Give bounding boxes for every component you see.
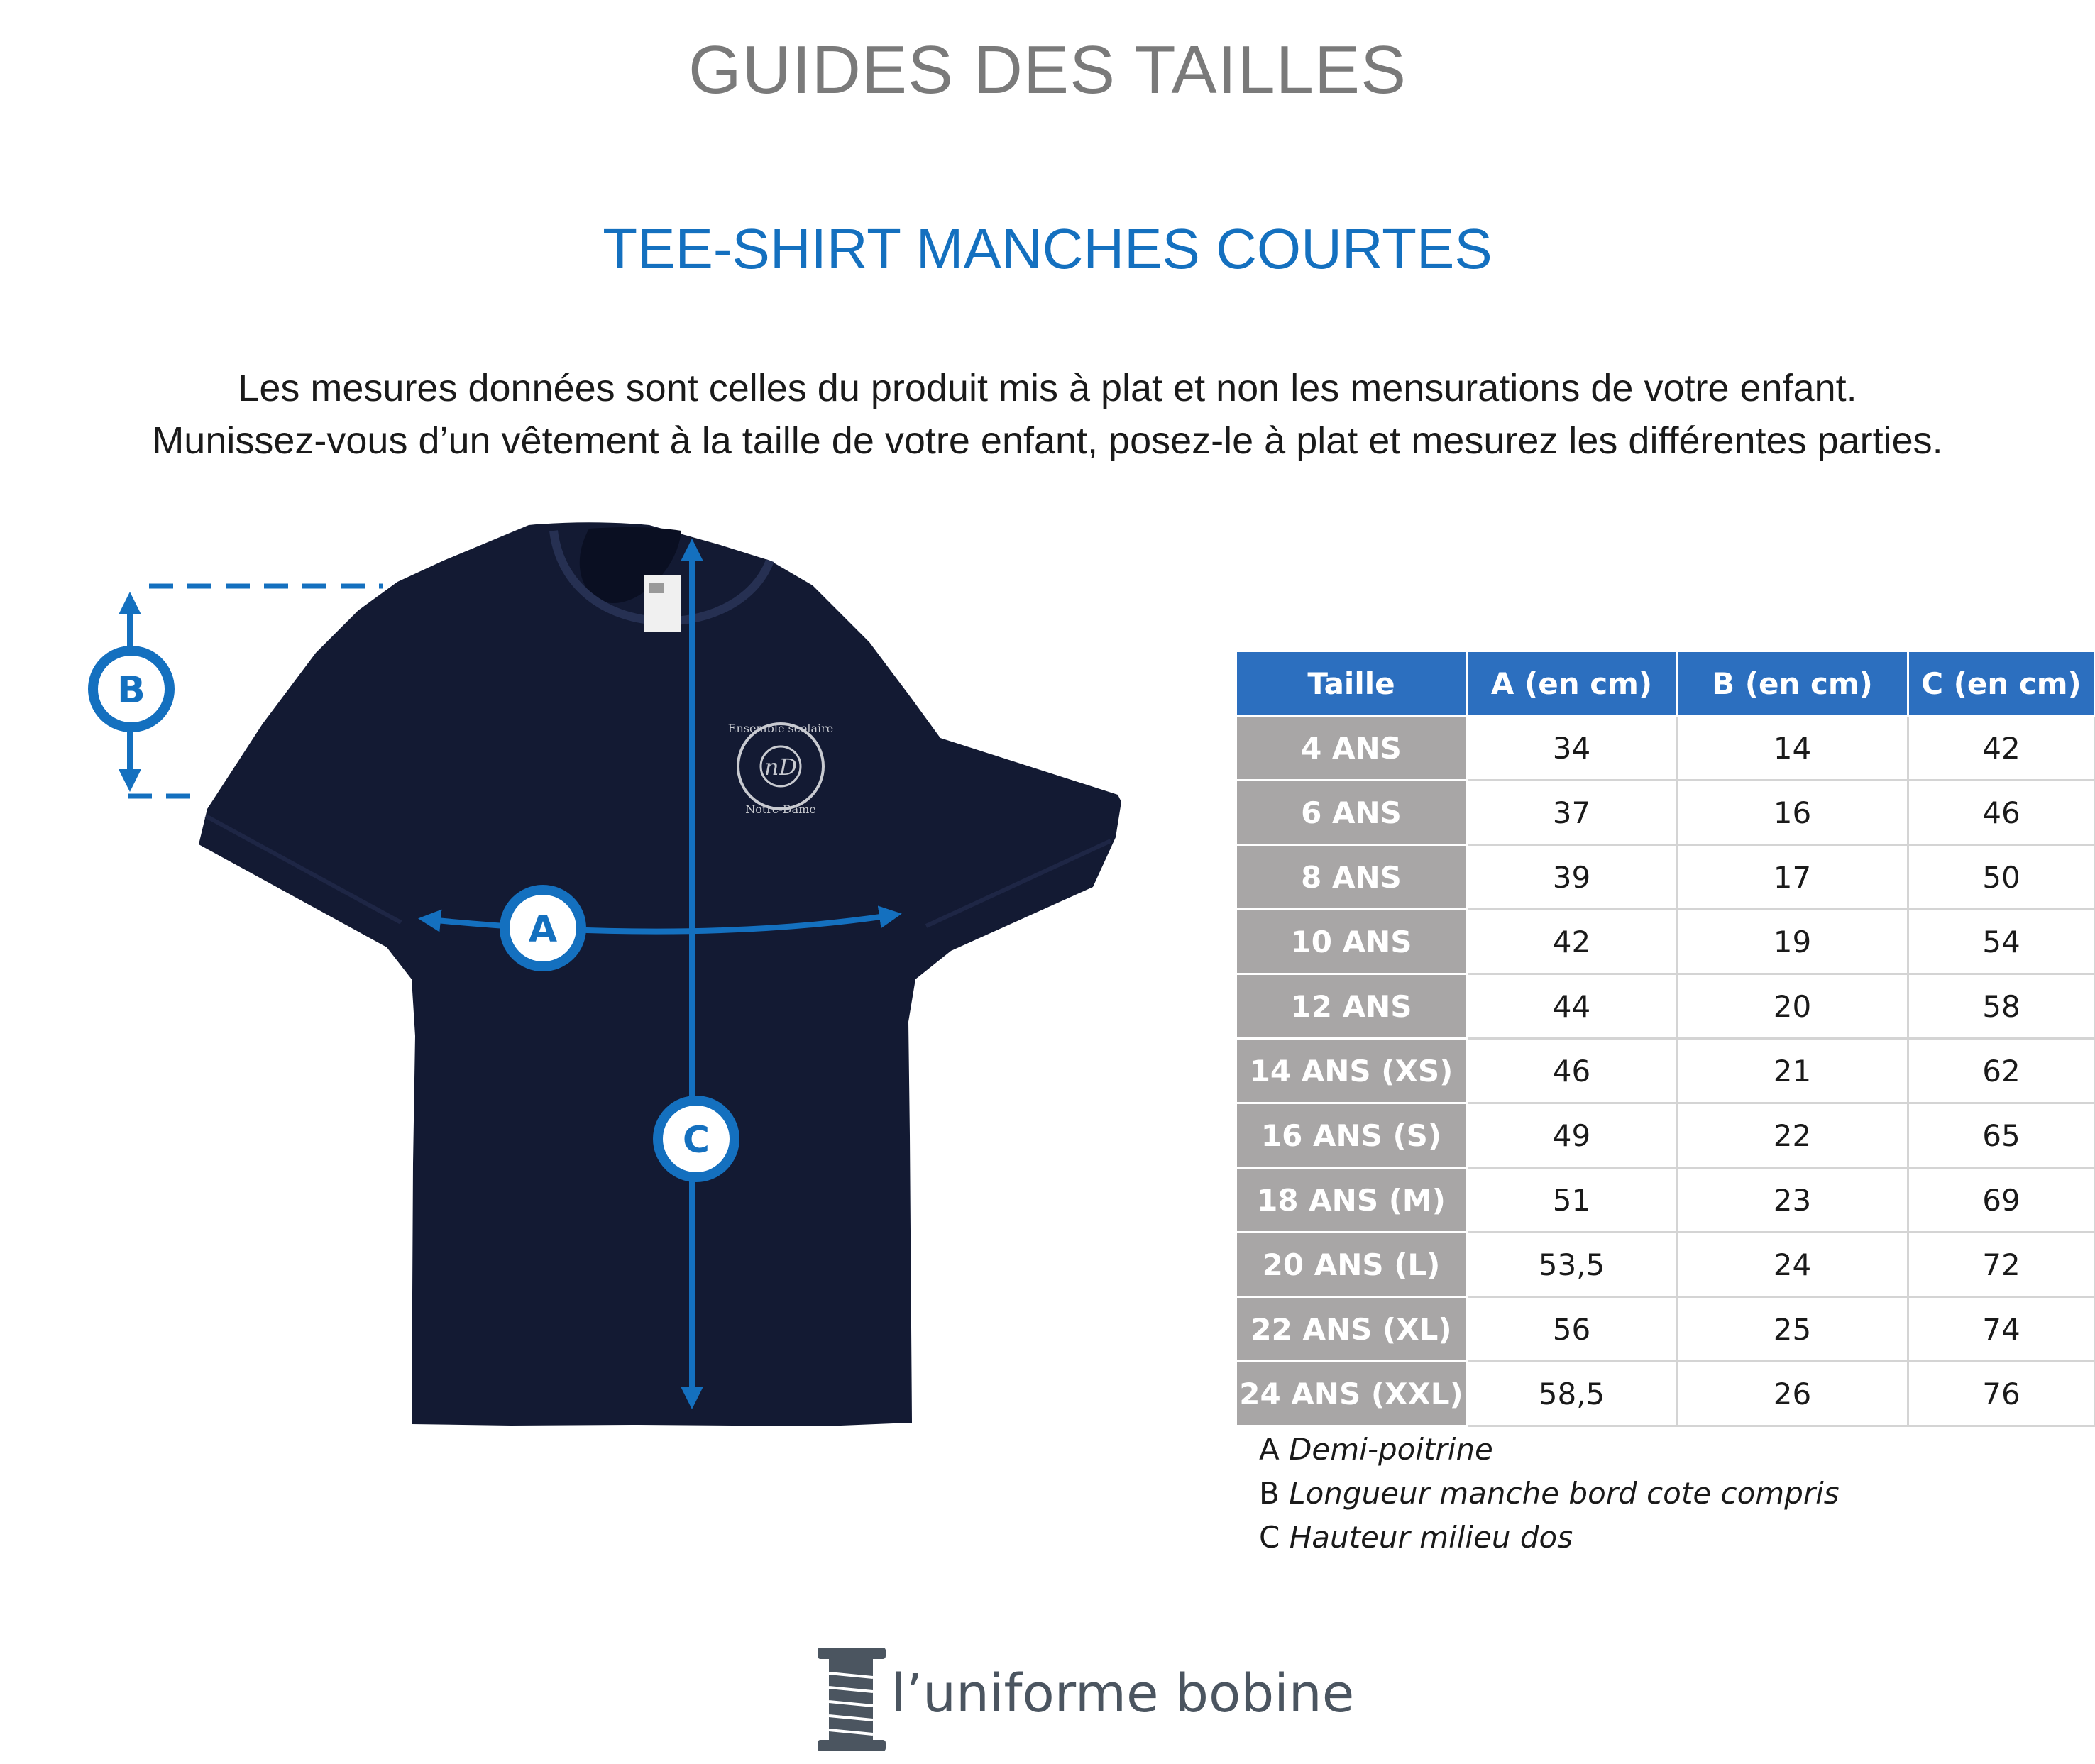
value-a-cell: 39 xyxy=(1467,845,1677,910)
value-c-cell: 65 xyxy=(1908,1103,2095,1168)
value-a-cell: 37 xyxy=(1467,781,1677,845)
size-cell: 24 ANS (XXL) xyxy=(1236,1362,1467,1426)
intro-text xyxy=(0,362,2095,467)
value-a-cell: 58,5 xyxy=(1467,1362,1677,1426)
value-b-cell: 22 xyxy=(1677,1103,1908,1168)
value-a-cell: 42 xyxy=(1467,910,1677,974)
legend-key: B xyxy=(1259,1476,1280,1511)
table-row xyxy=(1236,1039,2095,1103)
size-cell: 20 ANS (L) xyxy=(1236,1233,1467,1297)
value-c-cell: 62 xyxy=(1908,1039,2095,1103)
size-cell: 16 ANS (S) xyxy=(1236,1103,1467,1168)
value-b-cell: 21 xyxy=(1677,1039,1908,1103)
product-title: TEE-SHIRT MANCHES COURTES xyxy=(603,217,1492,280)
value-b-cell: 19 xyxy=(1677,910,1908,974)
marker-b: B xyxy=(117,669,145,712)
table-row xyxy=(1236,1362,2095,1426)
tshirt-image xyxy=(199,522,1121,1426)
value-c-cell: 42 xyxy=(1908,716,2095,781)
header-b: B (en cm) xyxy=(1677,651,1908,716)
value-a-cell: 56 xyxy=(1467,1297,1677,1362)
legend-item-b xyxy=(1259,1472,1840,1516)
table-row xyxy=(1236,1233,2095,1297)
measurement-legend xyxy=(1259,1428,1840,1560)
value-a-cell: 46 xyxy=(1467,1039,1677,1103)
header-c: C (en cm) xyxy=(1908,651,2095,716)
size-cell: 6 ANS xyxy=(1236,781,1467,845)
value-c-cell: 50 xyxy=(1908,845,2095,910)
value-b-cell: 24 xyxy=(1677,1233,1908,1297)
table-row xyxy=(1236,1168,2095,1233)
badge-text-top: Ensemble scolaire xyxy=(727,722,834,735)
table-row xyxy=(1236,1103,2095,1168)
marker-c: C xyxy=(682,1119,710,1162)
value-b-cell: 17 xyxy=(1677,845,1908,910)
brand-logo xyxy=(816,1646,1355,1753)
legend-text: Longueur manche bord cote compris xyxy=(1289,1476,1840,1511)
size-cell: 14 ANS (XS) xyxy=(1236,1039,1467,1103)
value-b-cell: 23 xyxy=(1677,1168,1908,1233)
legend-item-a xyxy=(1259,1428,1840,1472)
page-title: GUIDES DES TAILLES xyxy=(688,32,1407,108)
value-a-cell: 53,5 xyxy=(1467,1233,1677,1297)
legend-item-c xyxy=(1259,1516,1840,1560)
value-c-cell: 54 xyxy=(1908,910,2095,974)
value-b-cell: 26 xyxy=(1677,1362,1908,1426)
size-cell: 18 ANS (M) xyxy=(1236,1168,1467,1233)
legend-text: Hauteur milieu dos xyxy=(1289,1520,1573,1555)
value-a-cell: 51 xyxy=(1467,1168,1677,1233)
value-a-cell: 44 xyxy=(1467,974,1677,1039)
value-c-cell: 69 xyxy=(1908,1168,2095,1233)
table-row xyxy=(1236,974,2095,1039)
legend-text: Demi-poitrine xyxy=(1289,1432,1493,1467)
spool-icon xyxy=(816,1646,887,1753)
marker-a: A xyxy=(528,908,558,951)
value-c-cell: 46 xyxy=(1908,781,2095,845)
table-row xyxy=(1236,845,2095,910)
size-cell: 8 ANS xyxy=(1236,845,1467,910)
table-row xyxy=(1236,716,2095,781)
table-row xyxy=(1236,1297,2095,1362)
size-cell: 4 ANS xyxy=(1236,716,1467,781)
size-cell: 12 ANS xyxy=(1236,974,1467,1039)
table-row xyxy=(1236,910,2095,974)
value-a-cell: 49 xyxy=(1467,1103,1677,1168)
brand-name: l’uniforme bobine xyxy=(891,1663,1355,1724)
header-taille: Taille xyxy=(1236,651,1467,716)
table-row xyxy=(1236,781,2095,845)
value-b-cell: 25 xyxy=(1677,1297,1908,1362)
legend-key: C xyxy=(1259,1520,1280,1555)
value-c-cell: 74 xyxy=(1908,1297,2095,1362)
badge-monogram: nD xyxy=(764,754,798,781)
header-a: A (en cm) xyxy=(1467,651,1677,716)
size-cell: 10 ANS xyxy=(1236,910,1467,974)
legend-key: A xyxy=(1259,1432,1280,1467)
value-b-cell: 20 xyxy=(1677,974,1908,1039)
value-a-cell: 34 xyxy=(1467,716,1677,781)
value-b-cell: 16 xyxy=(1677,781,1908,845)
size-cell: 22 ANS (XL) xyxy=(1236,1297,1467,1362)
tshirt-measurement-diagram xyxy=(0,497,1206,1448)
size-table xyxy=(1235,650,2095,1427)
intro-line-2: Munissez-vous d’un vêtement à la taille de votre enfant, posez-le à plat et mesurez les différentes parties. xyxy=(152,419,1943,462)
table-header-row xyxy=(1236,651,2095,716)
badge-text-bottom: Notre-Dame xyxy=(745,803,816,816)
value-c-cell: 76 xyxy=(1908,1362,2095,1426)
value-b-cell: 14 xyxy=(1677,716,1908,781)
value-c-cell: 72 xyxy=(1908,1233,2095,1297)
intro-line-1: Les mesures données sont celles du produit mis à plat et non les mensurations de votre enfant. xyxy=(238,367,1857,409)
value-c-cell: 58 xyxy=(1908,974,2095,1039)
